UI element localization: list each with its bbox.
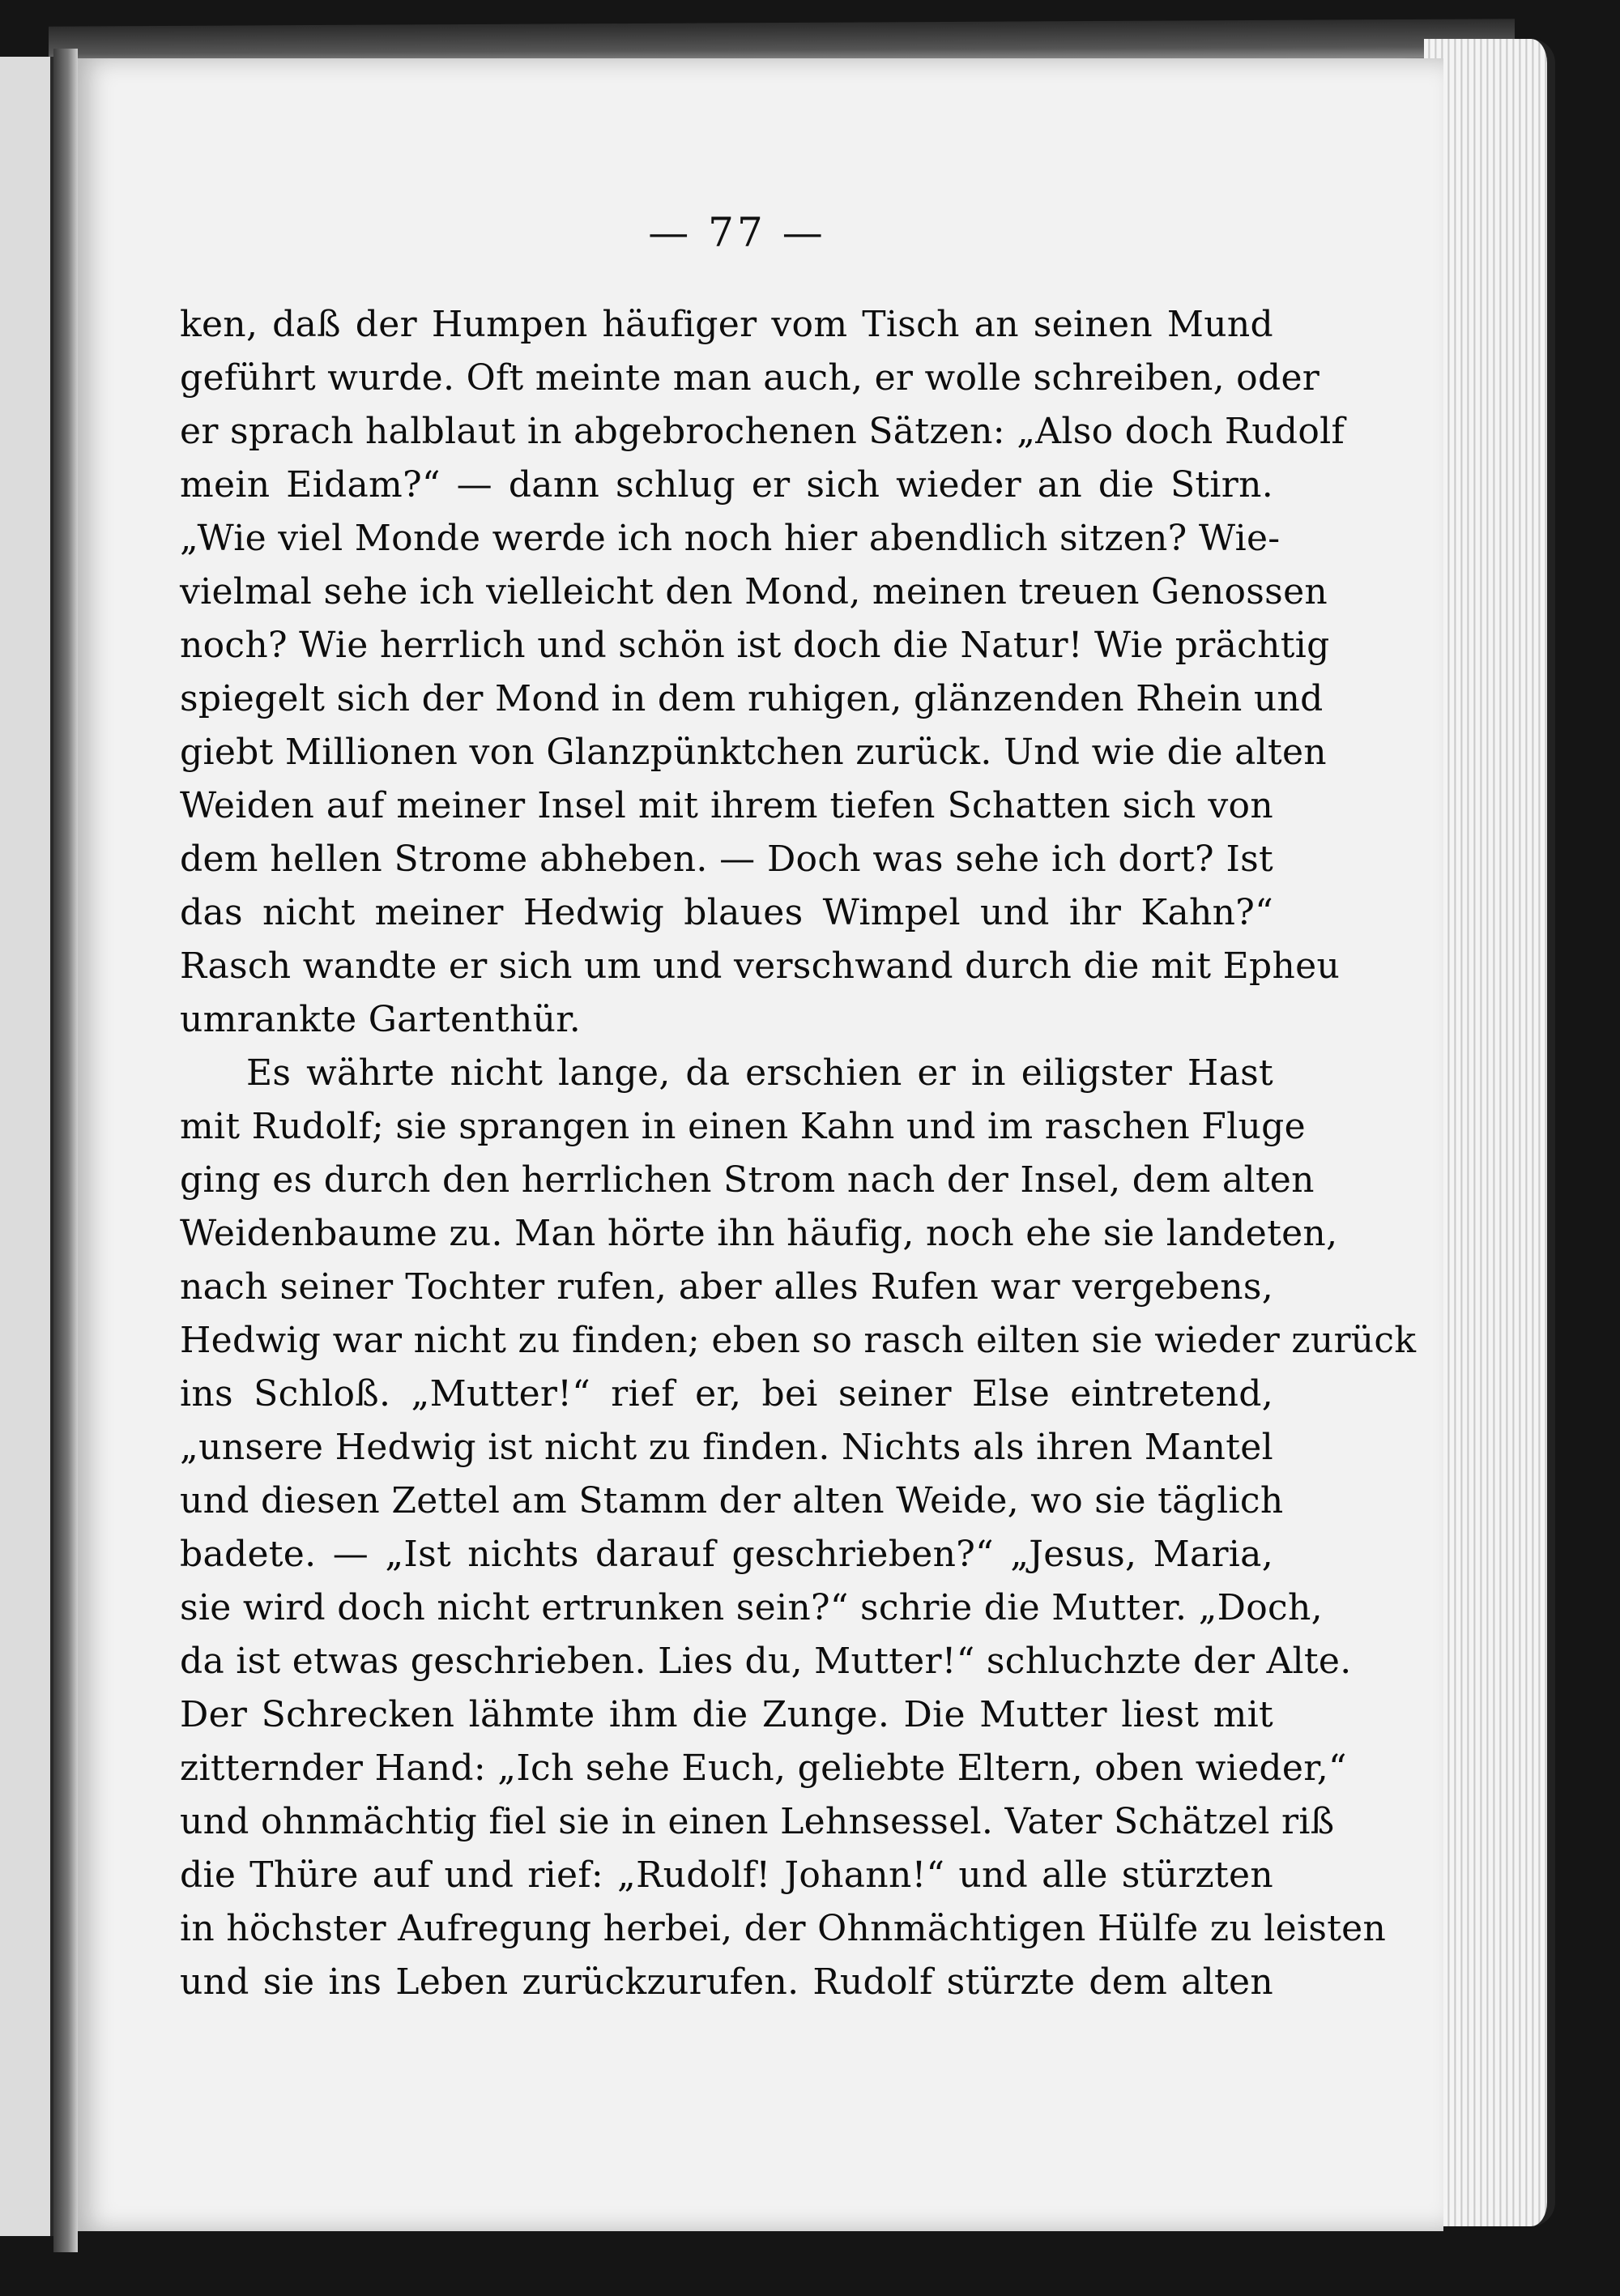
text-line: „unsere Hedwig ist nicht zu finden. Nichts als ihren Mantel	[180, 1427, 1273, 1468]
text-line: umrankte Gartenthür.	[180, 999, 582, 1040]
text-line: zitternder Hand: „Ich sehe Euch, geliebte Eltern, oben wieder,“	[180, 1748, 1347, 1789]
text-line: mit Rudolf; sie sprangen in einen Kahn und im raschen Fluge	[180, 1106, 1306, 1147]
text-line: Es währte nicht lange, da erschien er in eiligster Hast	[246, 1052, 1273, 1094]
text-line: und diesen Zettel am Stamm der alten Weide, wo sie täglich	[180, 1480, 1284, 1521]
left-page-edge	[0, 57, 55, 2236]
text-line: mein Eidam?“ — dann schlug er sich wieder an die Stirn.	[180, 464, 1273, 506]
text-line: die Thüre auf und rief: „Rudolf! Johann!“ und alle stürzten	[180, 1854, 1273, 1896]
text-line: geführt wurde. Oft meinte man auch, er wolle schreiben, oder	[180, 357, 1320, 399]
text-line: Der Schrecken lähmte ihm die Zunge. Die Mutter liest mit	[180, 1694, 1273, 1735]
text-line: spiegelt sich der Mond in dem ruhigen, glänzenden Rhein und	[180, 678, 1324, 719]
text-line: Weiden auf meiner Insel mit ihrem tiefen Schatten sich von	[180, 785, 1273, 826]
text-line: ken, daß der Humpen häufiger vom Tisch an seinen Mund	[180, 304, 1273, 345]
text-line: ins Schloß. „Mutter!“ rief er, bei seiner Else eintretend,	[180, 1373, 1273, 1415]
text-line: „Wie viel Monde werde ich noch hier abendlich sitzen? Wie-	[180, 518, 1281, 559]
text-line: noch? Wie herrlich und schön ist doch die Natur! Wie prächtig	[180, 625, 1330, 666]
page-number: — 77 —	[648, 209, 826, 256]
text-line: ging es durch den herrlichen Strom nach der Insel, dem alten	[180, 1159, 1315, 1201]
text-line: und ohnmächtig fiel sie in einen Lehnsessel. Vater Schätzel riß	[180, 1801, 1335, 1842]
text-line: nach seiner Tochter rufen, aber alles Rufen war vergebens,	[180, 1266, 1273, 1308]
text-line: dem hellen Strome abheben. — Doch was sehe ich dort? Ist	[180, 839, 1273, 880]
text-line: badete. — „Ist nichts darauf geschrieben?“ „Jesus, Maria,	[180, 1534, 1273, 1575]
text-line: und sie ins Leben zurückzurufen. Rudolf stürzte dem alten	[180, 1961, 1273, 2003]
text-line: in höchster Aufregung herbei, der Ohnmächtigen Hülfe zu leisten	[180, 1908, 1387, 1949]
book-gutter	[53, 49, 78, 2252]
text-line: Hedwig war nicht zu finden; eben so rasch eilten sie wieder zurück	[180, 1320, 1417, 1361]
text-line: er sprach halblaut in abgebrochenen Sätzen: „Also doch Rudolf	[180, 411, 1345, 452]
text-line: vielmal sehe ich vielleicht den Mond, meinen treuen Genossen	[180, 571, 1328, 612]
text-line: Weidenbaume zu. Man hörte ihn häufig, noch ehe sie landeten,	[180, 1213, 1338, 1254]
text-line: das nicht meiner Hedwig blaues Wimpel und ihr Kahn?“	[180, 892, 1273, 933]
text-line: giebt Millionen von Glanzpünktchen zurück. Und wie die alten	[180, 732, 1327, 773]
text-line: da ist etwas geschrieben. Lies du, Mutter!“ schluchzte der Alte.	[180, 1641, 1352, 1682]
right-page-edges	[1424, 39, 1555, 2226]
page-text	[180, 298, 1417, 2009]
text-line: sie wird doch nicht ertrunken sein?“ schrie die Mutter. „Doch,	[180, 1587, 1323, 1628]
text-line: Rasch wandte er sich um und verschwand durch die mit Epheu	[180, 945, 1341, 987]
